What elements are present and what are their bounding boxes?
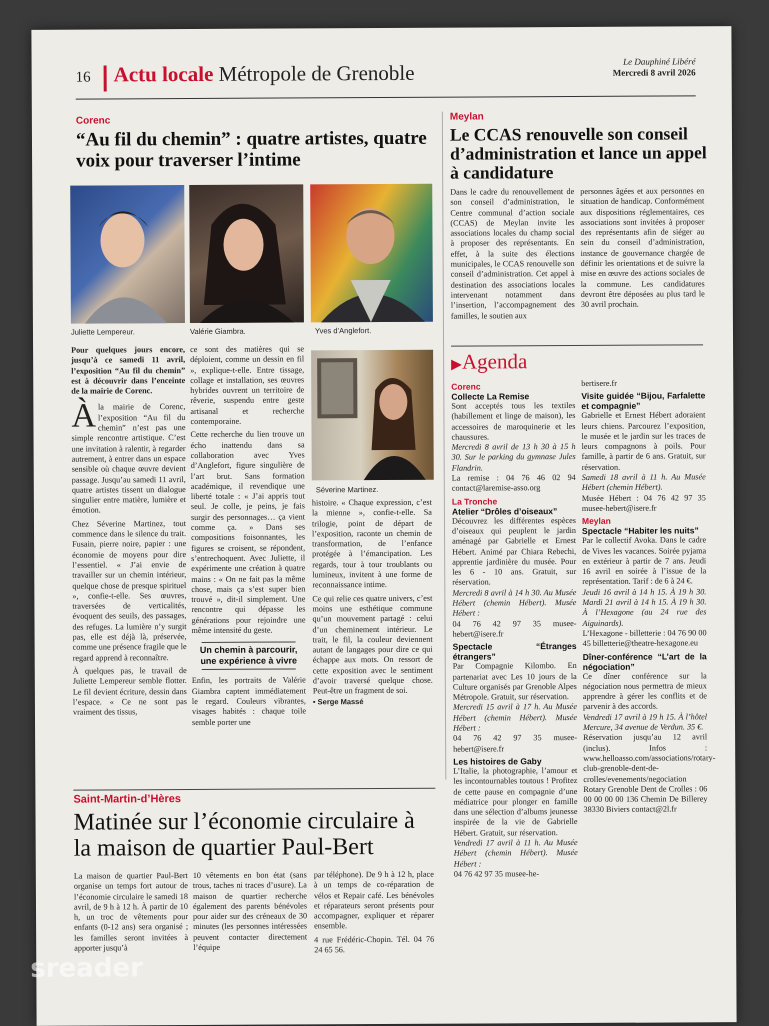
article1-paragraph-1 <box>71 397 186 517</box>
agenda-item <box>582 516 707 650</box>
agenda-item <box>581 378 705 389</box>
photo-severine-martinez <box>311 350 434 481</box>
caption-severine: Séverine Martinez. <box>315 485 379 495</box>
agenda-item <box>582 650 716 816</box>
article1-paragraph-2: Chez Séverine Martinez, tout commence dans le silence du trait. Fusain, pierre noire, papier : une économie de moyens pour dire l’essentiel. « J’ai envie de travailler sur un chemin intérieur, quelque chose de presque spirituel », confie-t-elle. Ses œuvres, traversées de verticalités, évoquent des seuils, des passages, des refuges. La lumière n’y surgit pas, elle est déjà là, préservée, comme une présence fragile que le regard apprend à reconnaître. <box>71 518 187 663</box>
agenda-item <box>453 756 578 880</box>
article1-column-2 <box>190 344 306 785</box>
portrait-icon <box>189 184 304 323</box>
article1-paragraph-5: Cette recherche du lien trouve un écho inattendu dans sa collaboration avec Yves d’Anglefort, figure singulière de l’art brut. Sans formation académique, il revendique une liberté totale : « J’ai appris tout seul. Je colle, je peins, je fais surgir des personnages… ça vient comme ça. » Dans ses compositions foisonnantes, les figures se croisent, se répondent, s’entrechoquent. Avec Juliette, il expérimente une création à quatre mains : « On ne fait pas la même chose, mais ça s’est super bien trouvé », dit-il simplement. Une rencontre qui dépasse les générations pour rejoindre une même intensité du geste. <box>190 429 306 636</box>
agenda-event-date: Jeudi 16 avril à 14 h 15. À 19 h 30. Mardi 21 avril à 14 h 15. À 19 h 30. À l’Hexagone (au 24 rue des Aiguinards). <box>582 587 707 628</box>
agenda-city: La Tronche <box>451 496 498 507</box>
agenda-city: Meylan <box>581 516 611 527</box>
photo-juliette-lempereur <box>70 185 185 324</box>
subrubric-label: Métropole de Grenoble <box>218 60 415 86</box>
triangle-icon: ▶ <box>451 357 462 373</box>
agenda-event-date: Mercredi 8 avril à 14 h 30. Au Musée Hébert (chemin Hébert). Musée Hébert : <box>452 587 577 618</box>
agenda-title-label: Agenda <box>461 349 528 374</box>
agenda-event-title: Collecte La Remise <box>451 391 530 402</box>
page-header <box>76 56 696 99</box>
portrait-icon <box>70 185 185 324</box>
agenda-event-title: Spectacle “Habiter les nuits” <box>582 525 699 537</box>
dropcap: À <box>71 397 97 436</box>
article3-rule <box>73 788 435 791</box>
watermark-logo: sreader <box>30 953 143 984</box>
agenda-event-date: Vendredi 17 avril à 19 h 15. À l’hôtel Mercure, 34 avenue de Verdun. 35 €. <box>582 712 708 732</box>
article3-headline: Matinée sur l’économie circulaire à la maison de quartier Paul-Bert <box>73 807 415 862</box>
article1-paragraph-3: À quelques pas, le travail de Juliette Lempereur semble flotter. Le fil devient écriture, dessin dans l’espace. « Ce ne sont pas vraiment des tissus, <box>72 665 187 717</box>
article2-kicker: Meylan <box>449 111 484 123</box>
agenda-event-description: Découvrez les différentes espèces d’oiseaux qui peuplent le jardin aménagé par Gabrielle et Ernest Hébert. Animé par Chiara Rebechi, apprentie jardinière du musée. Pour les 6 - 10 ans. Gratuit, sur réservation. <box>451 515 577 588</box>
pullquote-rule-top <box>202 642 296 643</box>
agenda-event-title: Les histoires de Gaby <box>453 756 542 767</box>
agenda-item <box>451 381 576 494</box>
masthead <box>613 56 696 78</box>
caption-juliette: Juliette Lempereur. <box>70 327 135 337</box>
agenda-event-title: Visite guidée “Bijou, Farfalette et compagnie” <box>581 390 706 412</box>
article1-paragraph-8: Ce qui relie ces quatre univers, c’est moins une esthétique commune qu’un mouvement partagé : celui d’un cheminement intérieur. Le trait, le fil, la couleur deviennent autant de langages pour dire ce qui échappe aux mots. On ressort de cette exposition avec le sentiment d’avoir traversé quelque chose. Peut-être un fragment de soi. <box>312 593 433 696</box>
photo-valerie-giambra <box>189 184 304 323</box>
column-separator <box>442 112 446 780</box>
agenda-column-2 <box>581 378 716 815</box>
article3-column-2: 10 vêtements en bon état (sans trous, taches ni traces d’usure). La maison de quartier recherche également des parents bénévoles pour aider sur des créneaux de 30 minutes (les personnes intéressées peuvent contacter directement l’équipe <box>192 870 308 953</box>
portrait-icon <box>310 184 433 323</box>
article3-kicker: Saint-Martin-d’Hères <box>73 793 182 806</box>
agenda-event-date: Vendredi 17 avril à 11 h. Au Musée Hébert (chemin Hébert). Musée Hébert : <box>453 837 578 869</box>
agenda-event-contact: 04 76 42 97 35 musee-hebert@isere.fr <box>453 733 578 754</box>
article1-paragraph-7: histoire. « Chaque expression, c’est la mienne », confie-t-elle. Sa trilogie, point de départ de l’exposition, raconte un chemin de transformation, de l’enfance protégée à l’émancipation. Les regards, tour à tour troublants ou lumineux, invitent à une forme de reconnaissance intime. <box>311 497 433 590</box>
article2-headline: Le CCAS renouvelle son conseil d’administration et lance un appel à candidature <box>449 123 707 183</box>
photo-yves-danglefort <box>310 184 433 323</box>
agenda-event-contact: La remise : 04 76 46 02 94 contact@laremise-asso.org <box>451 473 576 494</box>
agenda-item <box>581 391 706 515</box>
article1-column-3 <box>312 498 433 785</box>
section-title <box>114 61 415 88</box>
agenda-event-description: Gabrielle et Ernest Hébert adoraient leurs chiens. Parcourez l’exposition, le musée et le jardin sur les traces de leurs compagnons à poils. Pour famille, à partir de 6 ans. Gratuit, sur réservation. <box>581 410 706 472</box>
issue-date: Mercredi 8 avril 2026 <box>612 67 696 78</box>
article1-column-1 <box>71 345 187 786</box>
article1-signature: • Serge Massé <box>312 696 364 707</box>
agenda-title <box>451 349 527 374</box>
agenda-event-date: Mercredi 8 avril de 13 h 30 à 15 h 30. Sur le parking du gymnase Jules Flandrin. <box>451 442 576 473</box>
caption-valerie: Valérie Giambra. <box>189 326 246 337</box>
newspaper-name: Le Dauphiné Libéré <box>623 56 696 67</box>
pullquote: Un chemin à parcourir, une expérience à vivre <box>199 644 298 667</box>
agenda-event-description: Par le collectif Avoka. Dans le cadre de Vives les vacances. Soirée pyjama en extérieur à partir de 7 ans. Jeudi 16 avril en soirée à l’issue de la représentation. Tarif : de 6 à 24 €. <box>582 535 707 587</box>
agenda-event-contact: 04 76 42 97 35 musee-hebert@isere.fr <box>452 618 577 639</box>
agenda-event-contact: 04 76 42 97 35 musee-he- <box>453 869 540 879</box>
article3-column-1: La maison de quartier Paul-Bert organise un temps fort autour de l’économie circulaire le samedi 18 avril, de 9 h à 12 h. À partir de 10 h, un troc de vêtements pour enfants (0-12 ans) sera organisé ; les familles seront invitées à apporter jusqu’à <box>73 871 189 953</box>
caption-yves: Yves d’Anglefort. <box>314 326 372 336</box>
article1-chapo: Pour quelques jours encore, jusqu’à ce samedi 11 avril, l’exposition “Au fil du chemin” est à découvrir dans l’enceinte de la mairie de Corenc. <box>71 345 186 396</box>
agenda-rule <box>451 344 703 346</box>
newspaper-page <box>31 26 736 1026</box>
article3-address: 4 rue Frédéric-Chopin. Tél. 04 76 24 65 56. <box>314 934 435 955</box>
pullquote-rule-bottom <box>202 669 296 670</box>
agenda-event-title: Spectacle “Étranges étrangers” <box>452 641 577 662</box>
agenda-item <box>452 496 577 640</box>
agenda-column-1 <box>451 379 578 879</box>
agenda-event-date: Samedi 18 avril à 11 h. Au Musée Hébert (chemin Hébert). <box>581 472 706 493</box>
rubric-bar <box>104 65 107 91</box>
article1-col1-text: la mairie de Corenc, l’exposition “Au fil du chemin” n’est pas une simple rencontre artistique. C’est une invitation à ralentir, à regarder autrement, à entrer dans un espace sensible où chaque œuvre devient passage. Jusqu’au samedi 11 avril, quatre artistes tissent un dialogue singulier entre matière, lumière et émotion. <box>71 402 186 516</box>
agenda-event-contact: Réservation jusqu’au 12 avril (inclus). Infos : www.helloasso.com/associations/rotary-club-grenoble-dent-de-crolles/evenements/negociation Rotary Grenoble Dent de Crolles : 06 00 00 00 00 136 Chemin De Billerey 38330 Biviers contact@2l.fr <box>583 732 716 815</box>
article3-column-3 <box>314 870 435 981</box>
agenda-event-description: Par Compagnie Kilombo. En partenariat avec Les 10 jours de la Culture organisés par Grenoble Alpes Métropole. Gratuit, sur réservation. <box>452 661 577 702</box>
agenda-event-contact: L’Hexagone - billetterie : 04 76 90 00 45 billetterie@theatre-hexagone.eu <box>582 628 707 649</box>
agenda-event-description: Ce dîner conférence sur la négociation nous permettra de mieux apprendre à gérer les conflits et de parvenir à des accords. <box>582 670 707 712</box>
agenda-event-description: L’Italie, la photographie, l’amour et les incontournables toutous ! Profitez de cette pause en compagnie d’une médiatrice pour plonger en famille dans une sélection d’albums jeunesse inspirée de la vie de Gabrielle Hébert. Gratuit, sur réservation. <box>453 765 578 838</box>
agenda-event-contact: Musée Hébert : 04 76 42 97 35 musee-hebert@isere.fr <box>581 492 706 513</box>
article3-paragraph-3: par téléphone). De 9 h à 12 h, place à un temps de co-réparation de vélos et Repair café. Les bénévoles et réparateurs seront présents pour accompagner, expliquer et réparer ensemble. <box>313 869 435 931</box>
page-number: 16 <box>75 69 91 86</box>
agenda-event-title: Atelier “Drôles d’oiseaux” <box>451 505 558 517</box>
portrait-icon <box>311 350 434 481</box>
article1-kicker: Corenc <box>75 115 111 127</box>
article1-headline: “Au fil du chemin” : quatre artistes, quatre voix pour traverser l’intime <box>75 127 427 172</box>
rubric-label: Actu locale <box>113 61 214 87</box>
agenda-event-title: Dîner-conférence “L’art de la négociation” <box>582 650 707 672</box>
agenda-item <box>453 641 578 754</box>
article1-paragraph-4: ce sont des matières qui se déploient, comme un dessin en fil », explique-t-elle. Entre tissage, collage et installation, ses œuvres hybrides ouvrent un territoire de rêverie, suspendu entre geste artisanal et recherche contemporaine. <box>190 344 305 427</box>
agenda-city: Corenc <box>451 381 481 392</box>
agenda-event-description: Sont acceptés tous les textiles (habillement et linge de maison), les accessoires de maroquinerie et les chaussures. <box>451 400 576 442</box>
article1-paragraph-6: Enfin, les portraits de Valérie Giambra captent immédiatement le regard. Couleurs vibrantes, visages habités : chaque toile semble porter une <box>191 675 306 727</box>
article2-column-1: Dans le cadre du renouvellement de son conseil d’administration, le Centre communal d’action sociale (CCAS) de Meylan invite les associations locales du champ social à proposer des représentants. En effet, à la suite des élections municipales, le CCAS renouvelle son conseil d’administration. Cet appel à destination des associations locales intervenant notamment dans l’insertion, l’accompagnement des familles, le soutien aux <box>450 186 575 321</box>
agenda-event-description: bertisere.fr <box>581 378 617 388</box>
article2-column-2: personnes âgées et aux personnes en situation de handicap. Conformément aux dispositions réglementaires, ces associations sont invitées à proposer des représentants afin de siéger au sein du conseil d’administration, instance de gouvernance chargée de définir les orientations et de suivre la mise en œuvre des actions sociales de la commune. Les candidatures devront être déposées au plus tard le 30 avril prochain. <box>580 186 705 310</box>
agenda-event-date: Mercredi 15 avril à 17 h. Au Musée Hébert (chemin Hébert). Musée Hébert : <box>452 702 578 733</box>
